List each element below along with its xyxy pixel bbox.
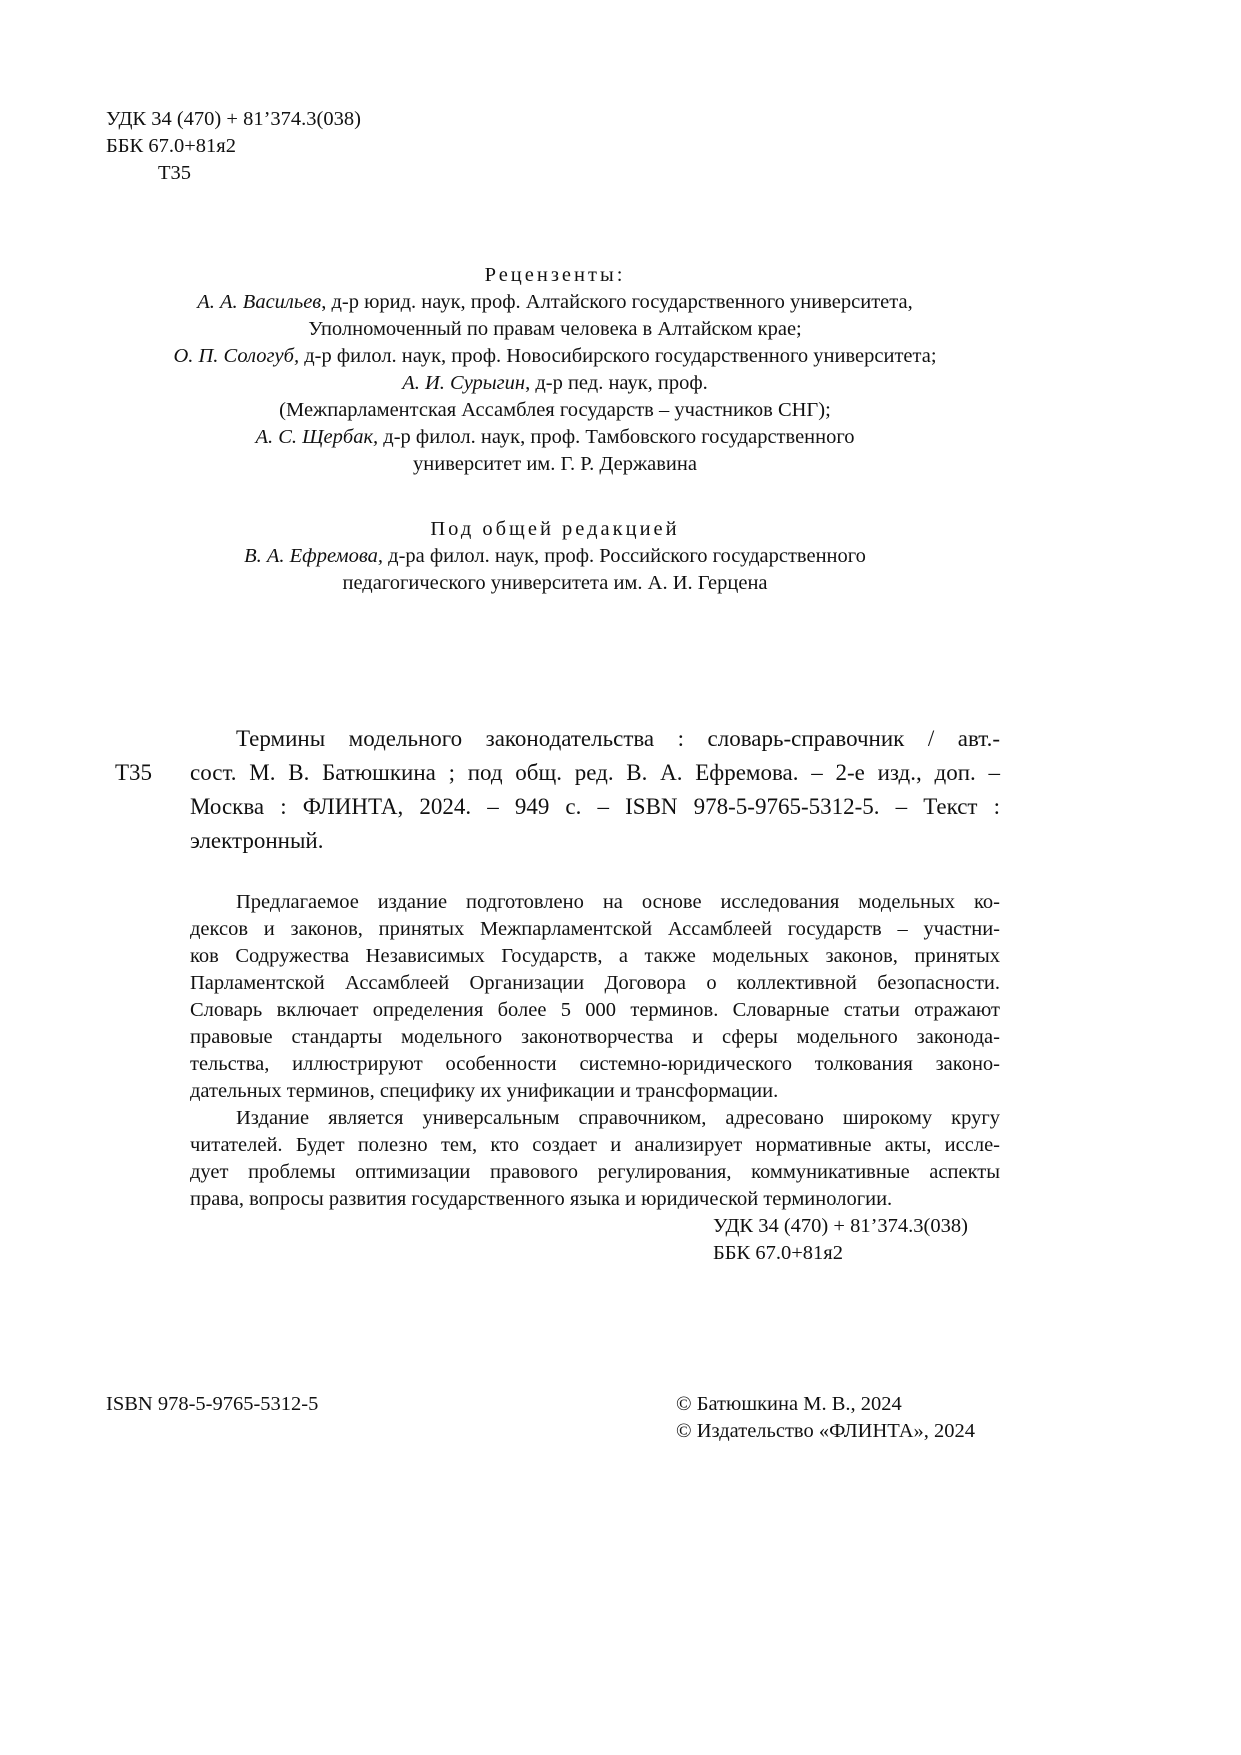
annotation — [190, 889, 1000, 1213]
reviewer-line: Уполномоченный по правам человека в Алтайском крае; — [308, 318, 802, 340]
reviewer-line: А. С. Щербак, д-р филол. наук, проф. Тамбовского государственного — [255, 426, 855, 448]
reviewer-line: О. П. Сологуб, д-р филол. наук, проф. Новосибирского государственного университета; — [173, 345, 937, 367]
udk-code: УДК 34 (470) + 81’374.3(038) — [713, 1215, 968, 1237]
annotation-line: права, вопросы развития государственного языка и юридической терминологии. — [190, 1188, 893, 1210]
annotation-line: читателей. Будет полезно тем, кто создает и анализирует нормативные акты, иссле- — [190, 1134, 1000, 1156]
bibliographic-mark: Т35 — [115, 760, 153, 785]
reviewers-block — [0, 262, 1110, 478]
reviewer-line: А. А. Васильев, д-р юрид. наук, проф. Алтайского государственного университета, — [197, 291, 913, 313]
bibliographic-line: Термины модельного законодательства : словарь-справочник / авт.- — [236, 726, 1000, 751]
annotation-line: дексов и законов, принятых Межпарламентской Ассамблеей государств – участни- — [190, 918, 1000, 940]
reviewer-line: университет им. Г. Р. Державина — [413, 453, 697, 475]
copyright-block — [676, 1391, 975, 1445]
annotation-line: Предлагаемое издание подготовлено на основе исследования модельных ко- — [236, 891, 1000, 913]
bbk-code: ББК 67.0+81я2 — [106, 135, 236, 157]
editor-heading: Под общей редакцией — [430, 518, 680, 540]
bibliographic-line: Москва : ФЛИНТА, 2024. – 949 с. – ISBN 978-5-9765-5312-5. – Текст : — [190, 794, 1000, 819]
annotation-line: тельства, иллюстрируют особенности системно-юридического толкования законо- — [190, 1053, 1000, 1075]
bibliographic-line: электронный. — [190, 828, 324, 853]
editor-line: педагогического университета им. А. И. Герцена — [342, 572, 768, 594]
reviewers-heading: Рецензенты: — [484, 264, 626, 286]
annotation-line: правовые стандарты модельного законотворчества и сферы модельного законода- — [190, 1026, 1000, 1048]
annotation-line: Парламентской Ассамблеей Организации Договора о коллективной безопасности. — [190, 972, 1000, 994]
annotation-codes — [713, 1213, 968, 1267]
reviewer-line: (Межпарламентская Ассамблея государств – участников СНГ); — [279, 399, 831, 421]
author-mark: Т35 — [158, 162, 192, 184]
annotation-line: Словарь включает определения более 5 000 терминов. Словарные статьи отражают — [190, 999, 1000, 1021]
bbk-code: ББК 67.0+81я2 — [713, 1242, 843, 1264]
editor-line: В. А. Ефремова, д-ра филол. наук, проф. Российского государственного — [244, 545, 866, 567]
annotation-line: дует проблемы оптимизации правового регулирования, коммуникативные аспекты — [190, 1161, 1000, 1183]
annotation-line: Издание является универсальным справочником, адресовано широкому кругу — [236, 1107, 1000, 1129]
copyright-author: © Батюшкина М. В., 2024 — [676, 1393, 902, 1415]
annotation-line: дательных терминов, специфику их унификации и трансформации. — [190, 1080, 779, 1102]
header-codes — [106, 106, 361, 187]
udk-code: УДК 34 (470) + 81’374.3(038) — [106, 108, 361, 130]
isbn: ISBN 978-5-9765-5312-5 — [106, 1393, 319, 1415]
reviewer-line: А. И. Сурыгин, д-р пед. наук, проф. — [402, 372, 708, 394]
bibliographic-line: сост. М. В. Батюшкина ; под общ. ред. В. А. Ефремова. – 2-е изд., доп. – — [190, 760, 1000, 785]
annotation-line: ков Содружества Независимых Государств, а также модельных законов, принятых — [190, 945, 1000, 967]
bibliographic-record — [190, 722, 1000, 858]
editor-block — [0, 516, 1110, 597]
copyright-publisher: © Издательство «ФЛИНТА», 2024 — [676, 1420, 976, 1442]
